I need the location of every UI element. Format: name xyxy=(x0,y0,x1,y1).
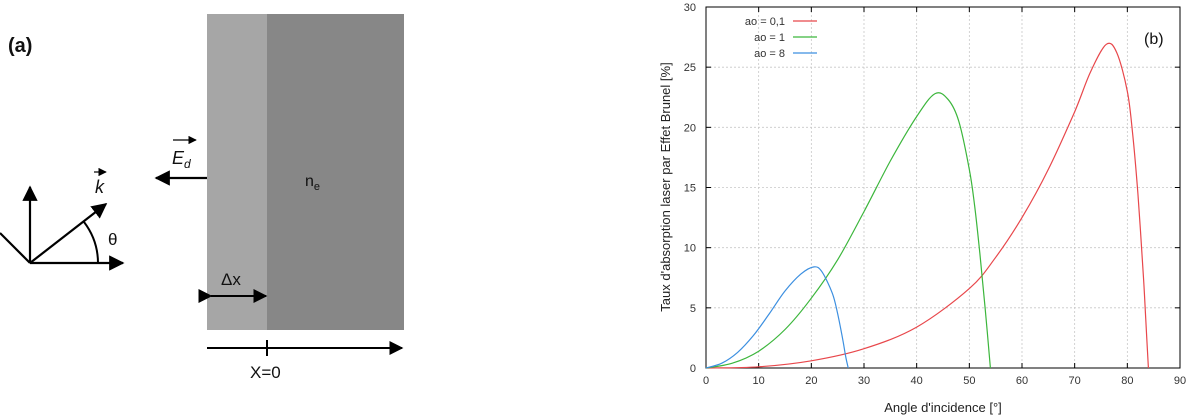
x-axis-title: Angle d'incidence [°] xyxy=(884,400,1002,415)
x-tick-label: 90 xyxy=(1173,375,1187,387)
density-label: $n_e$ xyxy=(305,173,321,193)
x-tick-label: 80 xyxy=(1121,375,1134,387)
legend-entry-label: ao = 1 xyxy=(754,32,785,44)
y-tick-label: 5 xyxy=(689,302,696,315)
y-tick-label: 15 xyxy=(683,182,696,195)
grid-lines xyxy=(706,7,1180,368)
angle-arc xyxy=(84,222,98,263)
y-axis-title: Taux d'absorption laser par Effet Brunel [%] xyxy=(658,62,673,312)
y-tick-label: 20 xyxy=(683,122,696,135)
series-line-1 xyxy=(706,43,1148,368)
x-tick-label: 50 xyxy=(963,375,976,387)
delta-x-label: Δx xyxy=(221,270,241,289)
legend xyxy=(745,16,817,60)
panel-a-label: (a) xyxy=(8,35,33,57)
panel-b-label: (b) xyxy=(1144,31,1164,48)
x-tick-label: 10 xyxy=(752,375,765,387)
y-tick-label: 30 xyxy=(683,2,696,14)
series-line-3 xyxy=(706,267,848,368)
series-line-2 xyxy=(706,93,990,368)
field-label: $E_d$ xyxy=(172,148,191,171)
y-tick-label: 25 xyxy=(683,62,696,75)
x-tick-label: 20 xyxy=(805,375,818,387)
series-lines xyxy=(706,43,1148,368)
legend-entry-label: ao = 0,1 xyxy=(744,16,785,28)
y-tick-labels xyxy=(684,2,696,375)
wavevector-arrow xyxy=(30,204,106,263)
chart xyxy=(658,2,1186,415)
origin-label: X=0 xyxy=(250,363,281,382)
x-tick-label: 70 xyxy=(1068,375,1081,387)
wavevector-label: k xyxy=(95,177,104,197)
x-tick-label: 40 xyxy=(910,375,923,387)
x-tick-label: 0 xyxy=(702,375,710,387)
panel-a xyxy=(0,14,404,382)
legend-entry-label: ao = 8 xyxy=(754,48,785,60)
y-tick-label: 10 xyxy=(683,242,696,255)
x-tick-labels xyxy=(703,375,1186,387)
angle-label: θ xyxy=(108,230,118,249)
x-tick-label: 60 xyxy=(1015,375,1029,387)
plasma-slab xyxy=(267,14,404,330)
y-tick-label: 0 xyxy=(689,363,696,375)
incident-ray-line xyxy=(0,233,30,263)
x-tick-label: 30 xyxy=(857,375,871,387)
